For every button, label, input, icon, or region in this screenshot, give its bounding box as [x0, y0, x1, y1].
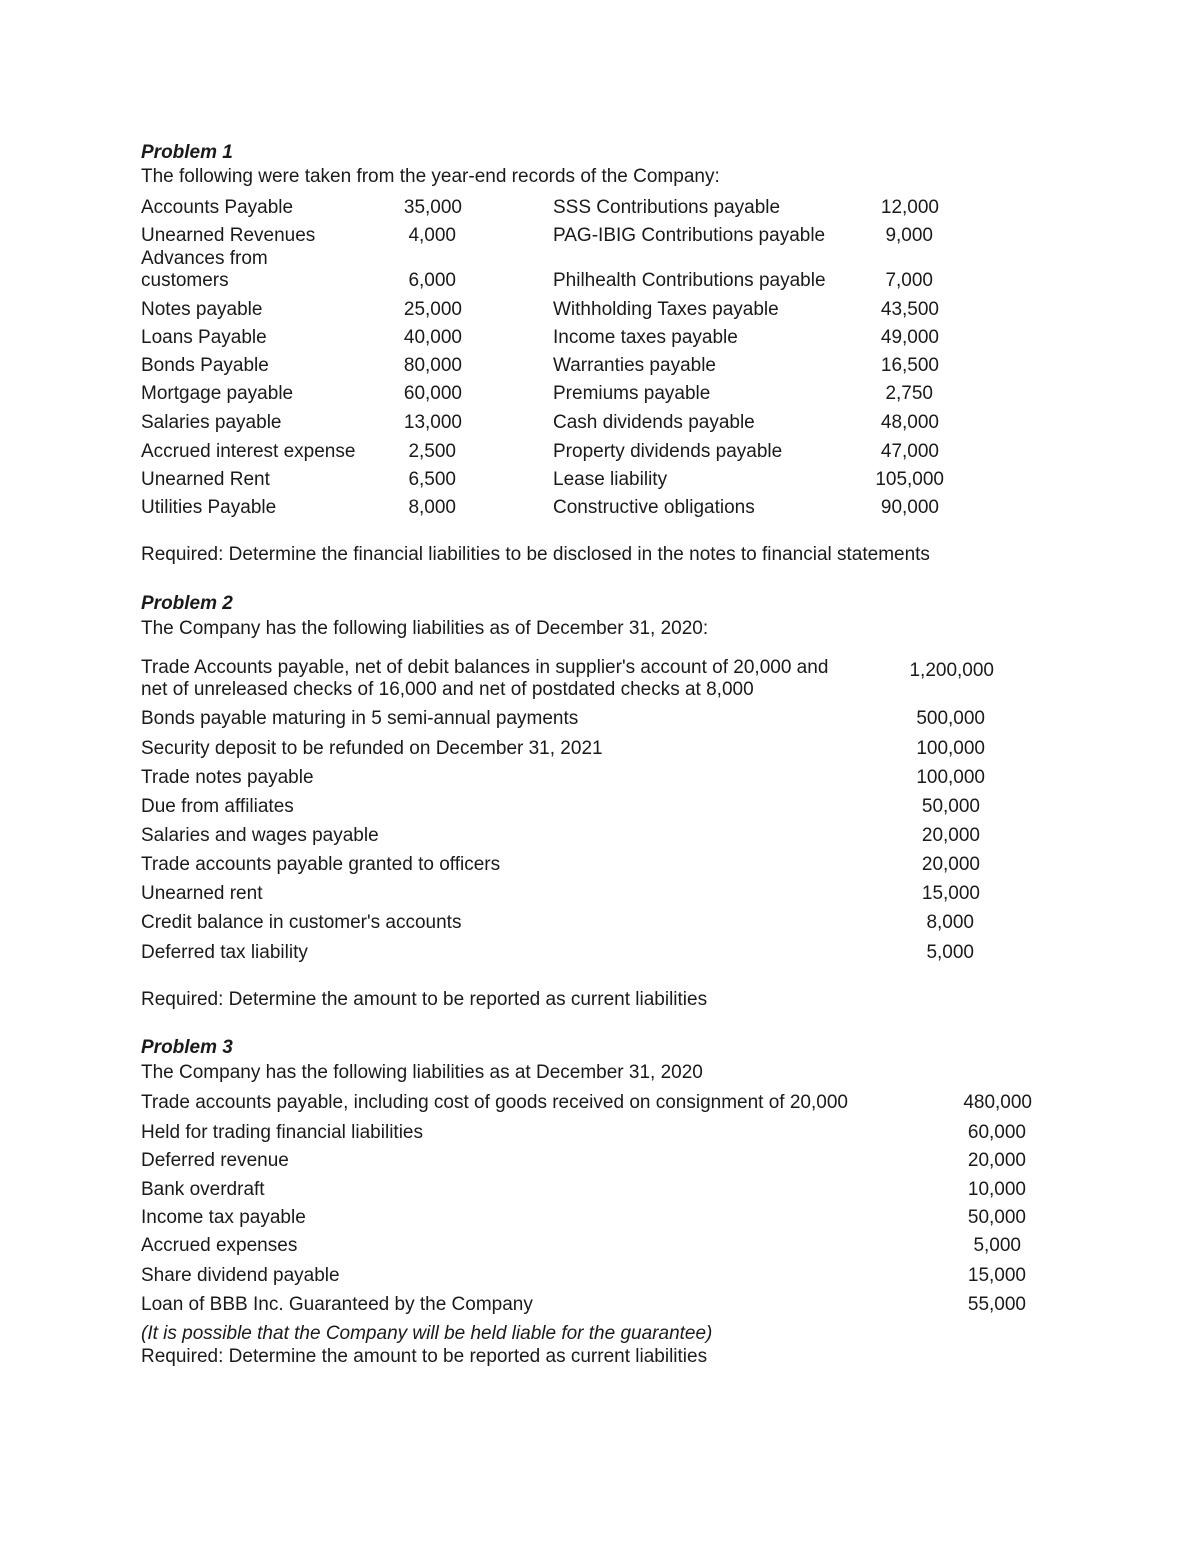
- p1-left-amount: 25,000: [403, 299, 462, 320]
- p3-item-label: Accrued expenses: [141, 1235, 298, 1256]
- p2-item-amount: 20,000: [921, 825, 980, 846]
- p2-item-amount: 100,000: [916, 767, 985, 788]
- p2-first-item-line2: net of unreleased checks of 16,000 and net of postdated checks at 8,000: [141, 679, 754, 700]
- p2-item-amount: 20,000: [921, 854, 980, 875]
- p1-right-label: Lease liability: [553, 469, 668, 490]
- p3-item-label: Loan of BBB Inc. Guaranteed by the Company: [141, 1294, 533, 1315]
- p2-item-amount: 5,000: [926, 942, 974, 963]
- p2-item-amount: 15,000: [921, 883, 980, 904]
- p1-left-amount: 6,500: [408, 469, 456, 490]
- p3-item-label: Held for trading financial liabilities: [141, 1122, 423, 1143]
- p2-item-label: Credit balance in customer's accounts: [141, 912, 462, 933]
- problem3-required: Required: Determine the amount to be reported as current liabilities: [141, 1346, 708, 1367]
- p1-right-amount: 7,000: [885, 270, 933, 291]
- p1-left-amount: 80,000: [403, 355, 462, 376]
- p2-item-label: Trade notes payable: [141, 767, 314, 788]
- p1-left-label: Utilities Payable: [141, 497, 277, 518]
- p2-item-label: Salaries and wages payable: [141, 825, 379, 846]
- p3-item-amount: 20,000: [967, 1150, 1026, 1171]
- p1-left-label: Unearned Rent: [141, 469, 270, 490]
- p1-right-amount: 48,000: [880, 412, 939, 433]
- p2-item-label: Due from affiliates: [141, 796, 294, 817]
- problem1-intro: The following were taken from the year-end records of the Company:: [141, 166, 720, 187]
- p1-left-amount: 60,000: [403, 383, 462, 404]
- p3-item-amount: 5,000: [973, 1235, 1021, 1256]
- p1-right-label: Philhealth Contributions payable: [553, 270, 826, 291]
- p1-left-amount: 8,000: [408, 497, 456, 518]
- problem3-heading: Problem 3: [141, 1037, 233, 1058]
- p2-item-label: Security deposit to be refunded on December 31, 2021: [141, 738, 603, 759]
- p1-right-amount: 49,000: [880, 327, 939, 348]
- p1-right-label: Cash dividends payable: [553, 412, 755, 433]
- p1-left-amount: 35,000: [403, 197, 462, 218]
- p2-item-label: Unearned rent: [141, 883, 263, 904]
- p1-right-amount: 16,500: [880, 355, 939, 376]
- p1-right-label: PAG-IBIG Contributions payable: [553, 225, 826, 246]
- p1-left-label: Loans Payable: [141, 327, 267, 348]
- p1-left-label: Salaries payable: [141, 412, 282, 433]
- p1-right-amount: 2,750: [885, 383, 933, 404]
- p1-left-label: Unearned Revenues: [141, 225, 316, 246]
- p1-left-amount: 13,000: [403, 412, 462, 433]
- p3-item-amount: 10,000: [967, 1179, 1026, 1200]
- p3-item-amount: 15,000: [967, 1265, 1026, 1286]
- problem3-intro: The Company has the following liabilities as at December 31, 2020: [141, 1062, 703, 1083]
- p1-right-amount: 12,000: [880, 197, 939, 218]
- p1-left-label: Accrued interest expense: [141, 441, 356, 462]
- p1-right-amount: 105,000: [875, 469, 944, 490]
- p3-item-amount: 60,000: [967, 1122, 1026, 1143]
- p1-right-amount: 47,000: [880, 441, 939, 462]
- p1-left-label: Notes payable: [141, 299, 263, 320]
- p2-item-label: Bonds payable maturing in 5 semi-annual payments: [141, 708, 579, 729]
- p2-first-item-amount: 1,200,000: [909, 660, 994, 681]
- problem3-note: (It is possible that the Company will be held liable for the guarantee): [141, 1323, 713, 1344]
- p1-right-label: Premiums payable: [553, 383, 711, 404]
- p3-item-amount: 480,000: [963, 1092, 1032, 1113]
- p2-item-amount: 50,000: [921, 796, 980, 817]
- p1-right-label: Property dividends payable: [553, 441, 783, 462]
- p1-right-label: Constructive obligations: [553, 497, 755, 518]
- p1-left-amount: 4,000: [408, 225, 456, 246]
- p1-right-amount: 90,000: [880, 497, 939, 518]
- problem2-heading: Problem 2: [141, 593, 233, 614]
- p2-item-label: Trade accounts payable granted to officers: [141, 854, 501, 875]
- p1-left-label: Bonds Payable: [141, 355, 269, 376]
- p2-item-amount: 100,000: [916, 738, 985, 759]
- p1-left-label: Advances from: [141, 248, 268, 269]
- p1-right-amount: 9,000: [885, 225, 933, 246]
- problem2-required: Required: Determine the amount to be reported as current liabilities: [141, 989, 708, 1010]
- p2-item-amount: 8,000: [926, 912, 974, 933]
- p3-item-amount: 55,000: [967, 1294, 1026, 1315]
- p3-item-label: Share dividend payable: [141, 1265, 340, 1286]
- p3-item-label: Trade accounts payable, including cost of goods received on consignment of 20,000: [141, 1092, 848, 1113]
- p1-right-label: SSS Contributions payable: [553, 197, 781, 218]
- p2-item-amount: 500,000: [916, 708, 985, 729]
- problem2-intro: The Company has the following liabilities as of December 31, 2020:: [141, 618, 709, 639]
- p2-item-label: Deferred tax liability: [141, 942, 308, 963]
- p3-item-amount: 50,000: [967, 1207, 1026, 1228]
- p1-left-label: Mortgage payable: [141, 383, 294, 404]
- p1-right-label: Income taxes payable: [553, 327, 738, 348]
- p3-item-label: Deferred revenue: [141, 1150, 289, 1171]
- problem1-required: Required: Determine the financial liabilities to be disclosed in the notes to financial statements: [141, 544, 930, 565]
- p2-first-item-line1: Trade Accounts payable, net of debit balances in supplier's account of 20,000 and: [141, 657, 829, 678]
- p1-right-label: Withholding Taxes payable: [553, 299, 779, 320]
- p1-left-amount: 6,000: [408, 270, 456, 291]
- problem1-heading: Problem 1: [141, 142, 233, 163]
- p1-left-label: Accounts Payable: [141, 197, 294, 218]
- p1-left-label: customers: [141, 270, 229, 291]
- p1-right-amount: 43,500: [880, 299, 939, 320]
- p1-left-amount: 40,000: [403, 327, 462, 348]
- p3-item-label: Income tax payable: [141, 1207, 306, 1228]
- p1-left-amount: 2,500: [408, 441, 456, 462]
- p3-item-label: Bank overdraft: [141, 1179, 265, 1200]
- p1-right-label: Warranties payable: [553, 355, 716, 376]
